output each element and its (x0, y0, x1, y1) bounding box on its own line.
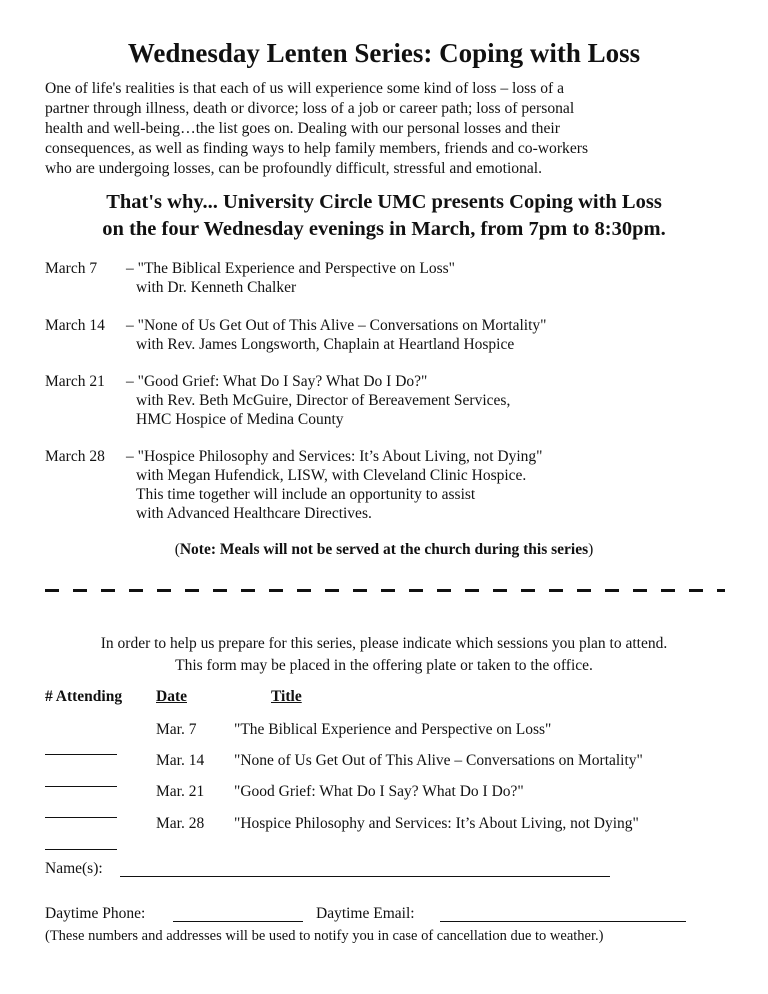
session-detail: with Megan Hufendick, LISW, with Cleveland Clinic Hospice. (136, 467, 527, 484)
session-date: March 28 (45, 448, 105, 465)
intro-line: One of life's realities is that each of us will experience some kind of loss – loss of a (45, 80, 565, 97)
col-header-date: Date (156, 688, 187, 705)
col-header-attending: # Attending (45, 688, 123, 705)
row-date: Mar. 21 (156, 783, 205, 800)
meals-note: (Note: Meals will not be served at the church during this series) (174, 541, 594, 558)
attending-blank[interactable] (45, 736, 117, 755)
headline-line-2: on the four Wednesday evenings in March, from 7pm to 8:30pm. (102, 218, 666, 240)
intro-line: who are undergoing losses, can be profoundly difficult, stressful and emotional. (45, 160, 543, 177)
session-detail: This time together will include an opportunity to assist (136, 486, 476, 503)
attending-blank[interactable] (45, 799, 117, 818)
row-title: "Good Grief: What Do I Say? What Do I Do?" (234, 783, 524, 800)
attending-blank[interactable] (45, 768, 117, 787)
form-instruction-2: This form may be placed in the offering plate or taken to the office. (175, 657, 593, 674)
headline-line-1: That's why... University Circle UMC presents Coping with Loss (106, 191, 662, 213)
session-detail: with Dr. Kenneth Chalker (136, 279, 297, 296)
session-title: – "Good Grief: What Do I Say? What Do I Do?" (126, 373, 428, 390)
form-instruction-1: In order to help us prepare for this series, please indicate which sessions you plan to attend. (100, 635, 668, 652)
page-title: Wednesday Lenten Series: Coping with Loss (127, 38, 641, 68)
intro-line: health and well-being…the list goes on. Dealing with our personal losses and their (45, 120, 560, 137)
meals-note-text: Note: Meals will not be served at the church during this series (179, 541, 589, 558)
intro-line: partner through illness, death or divorce; loss of a job or career path; loss of personal (45, 100, 575, 117)
session-detail: HMC Hospice of Medina County (136, 411, 344, 428)
session-detail: with Advanced Healthcare Directives. (136, 505, 372, 522)
phone-input-line[interactable] (173, 921, 303, 922)
session-detail: with Rev. James Longsworth, Chaplain at Heartland Hospice (136, 336, 515, 353)
name-input-line[interactable] (120, 876, 610, 877)
session-date: March 21 (45, 373, 105, 390)
row-title: "None of Us Get Out of This Alive – Conversations on Mortality" (234, 752, 643, 769)
email-label: Daytime Email: (316, 905, 415, 922)
col-header-title: Title (271, 688, 302, 705)
attending-blank[interactable] (45, 831, 117, 850)
session-title: – "Hospice Philosophy and Services: It’s About Living, not Dying" (126, 448, 543, 465)
row-date: Mar. 28 (156, 815, 205, 832)
email-input-line[interactable] (440, 921, 686, 922)
intro-paragraph (45, 79, 735, 179)
intro-line: consequences, as well as finding ways to help family members, friends and co-workers (45, 140, 589, 157)
session-date: March 7 (45, 260, 98, 277)
cancellation-fine-print: (These numbers and addresses will be used to notify you in case of cancellation due to weather.) (45, 928, 604, 944)
row-title: "The Biblical Experience and Perspective on Loss" (234, 721, 552, 738)
name-label: Name(s): (45, 860, 103, 877)
session-date: March 14 (45, 317, 105, 334)
session-detail: with Rev. Beth McGuire, Director of Bereavement Services, (136, 392, 511, 409)
row-date: Mar. 7 (156, 721, 197, 738)
phone-label: Daytime Phone: (45, 905, 146, 922)
cut-line-divider (45, 589, 725, 592)
row-title: "Hospice Philosophy and Services: It’s About Living, not Dying" (234, 815, 639, 832)
session-title: – "The Biblical Experience and Perspective on Loss" (126, 260, 456, 277)
session-title: – "None of Us Get Out of This Alive – Conversations on Mortality" (126, 317, 547, 334)
row-date: Mar. 14 (156, 752, 205, 769)
